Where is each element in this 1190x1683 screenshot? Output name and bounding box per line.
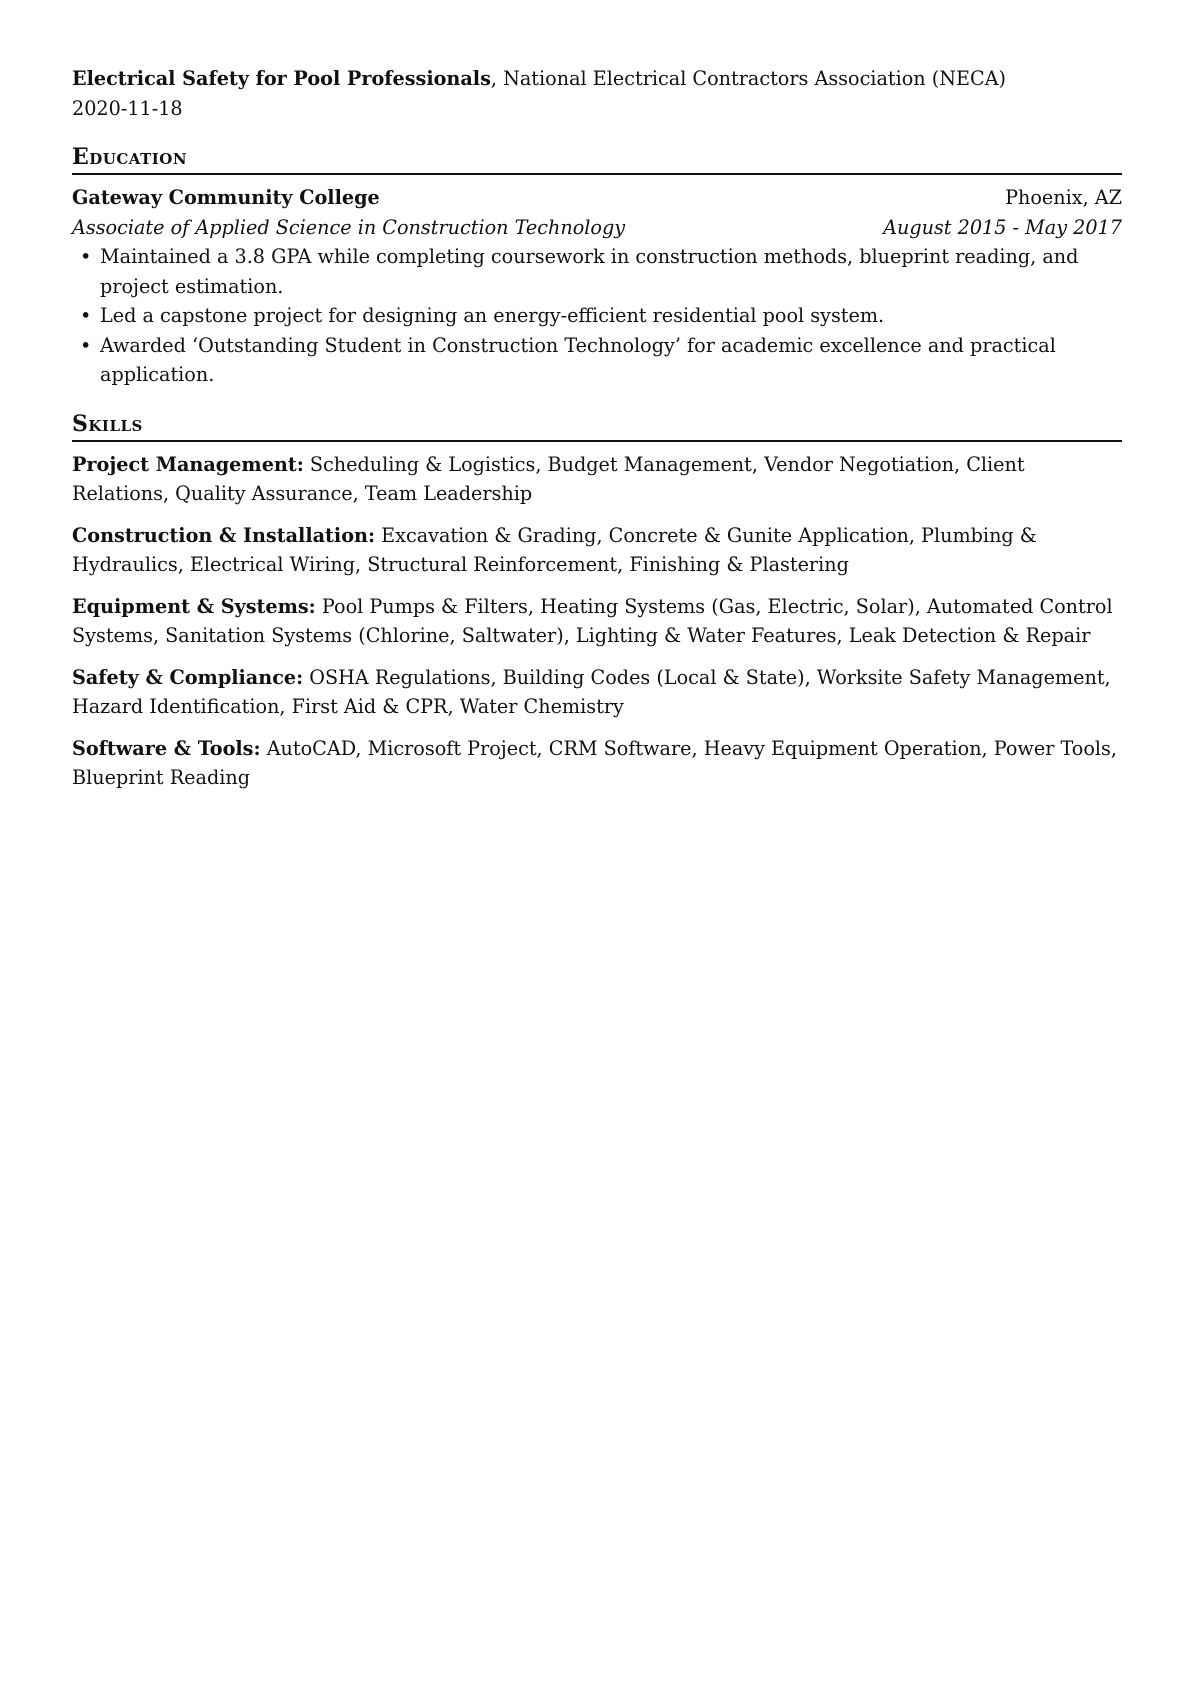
education-school-row — [72, 183, 1122, 213]
skill-values: Excavation & Grading, Concrete & Gunite Application, Plumbing & Hydraulics, Electrical Wiring, Structural Reinforcement, Finishing & Plastering — [72, 523, 1037, 576]
certification-separator: , — [490, 67, 504, 90]
skill-category: Software & Tools: — [72, 736, 261, 760]
skills-heading: Skills — [72, 410, 1122, 442]
certification-name: Electrical Safety for Pool Professionals — [72, 67, 491, 90]
skill-category: Construction & Installation: — [72, 523, 376, 547]
certification-issuer: National Electrical Contractors Association (NECA) — [503, 67, 1007, 90]
skill-values: Pool Pumps & Filters, Heating Systems (Gas, Electric, Solar), Automated Control Systems, Sanitation Systems (Chlorine, Saltwater), Lighting & Water Features, Leak Detection & Repair — [72, 594, 1113, 647]
degree-dates: August 2015 - May 2017 — [883, 215, 1122, 239]
skill-item — [72, 734, 1122, 793]
list-item: • Led a capstone project for designing an energy-efficient residential pool system. — [100, 301, 1122, 331]
skill-item — [72, 521, 1122, 580]
education-heading: Education — [72, 143, 1122, 175]
skill-values: OSHA Regulations, Building Codes (Local & State), Worksite Safety Management, Hazard Identification, First Aid & CPR, Water Chemistry — [72, 665, 1111, 718]
skill-category: Project Management: — [72, 452, 304, 476]
skill-values: AutoCAD, Microsoft Project, CRM Software, Heavy Equipment Operation, Power Tools, Blueprint Reading — [72, 736, 1117, 789]
list-item: • Maintained a 3.8 GPA while completing coursework in construction methods, blueprint reading, and project estimation. — [100, 242, 1122, 301]
degree-name: Associate of Applied Science in Construction Technology — [72, 215, 626, 239]
skills-section — [72, 410, 1122, 793]
list-item: • Awarded ‘Outstanding Student in Construction Technology’ for academic excellence and practical application. — [100, 331, 1122, 390]
skill-item — [72, 592, 1122, 651]
skill-item — [72, 663, 1122, 722]
skill-category: Equipment & Systems: — [72, 594, 316, 618]
skill-category: Safety & Compliance: — [72, 665, 304, 689]
skill-values: Scheduling & Logistics, Budget Management, Vendor Negotiation, Client Relations, Quality Assurance, Team Leadership — [72, 452, 1025, 505]
education-bullets — [72, 242, 1122, 390]
certification-date: 2020-11-18 — [72, 96, 183, 120]
education-degree-row — [72, 213, 1122, 243]
education-section — [72, 143, 1122, 390]
school-location: Phoenix, AZ — [1005, 186, 1122, 209]
skill-item — [72, 450, 1122, 509]
resume-page — [72, 64, 1122, 805]
school-name: Gateway Community College — [72, 186, 380, 209]
certification-entry — [72, 64, 1122, 123]
certification-line — [72, 64, 1122, 94]
